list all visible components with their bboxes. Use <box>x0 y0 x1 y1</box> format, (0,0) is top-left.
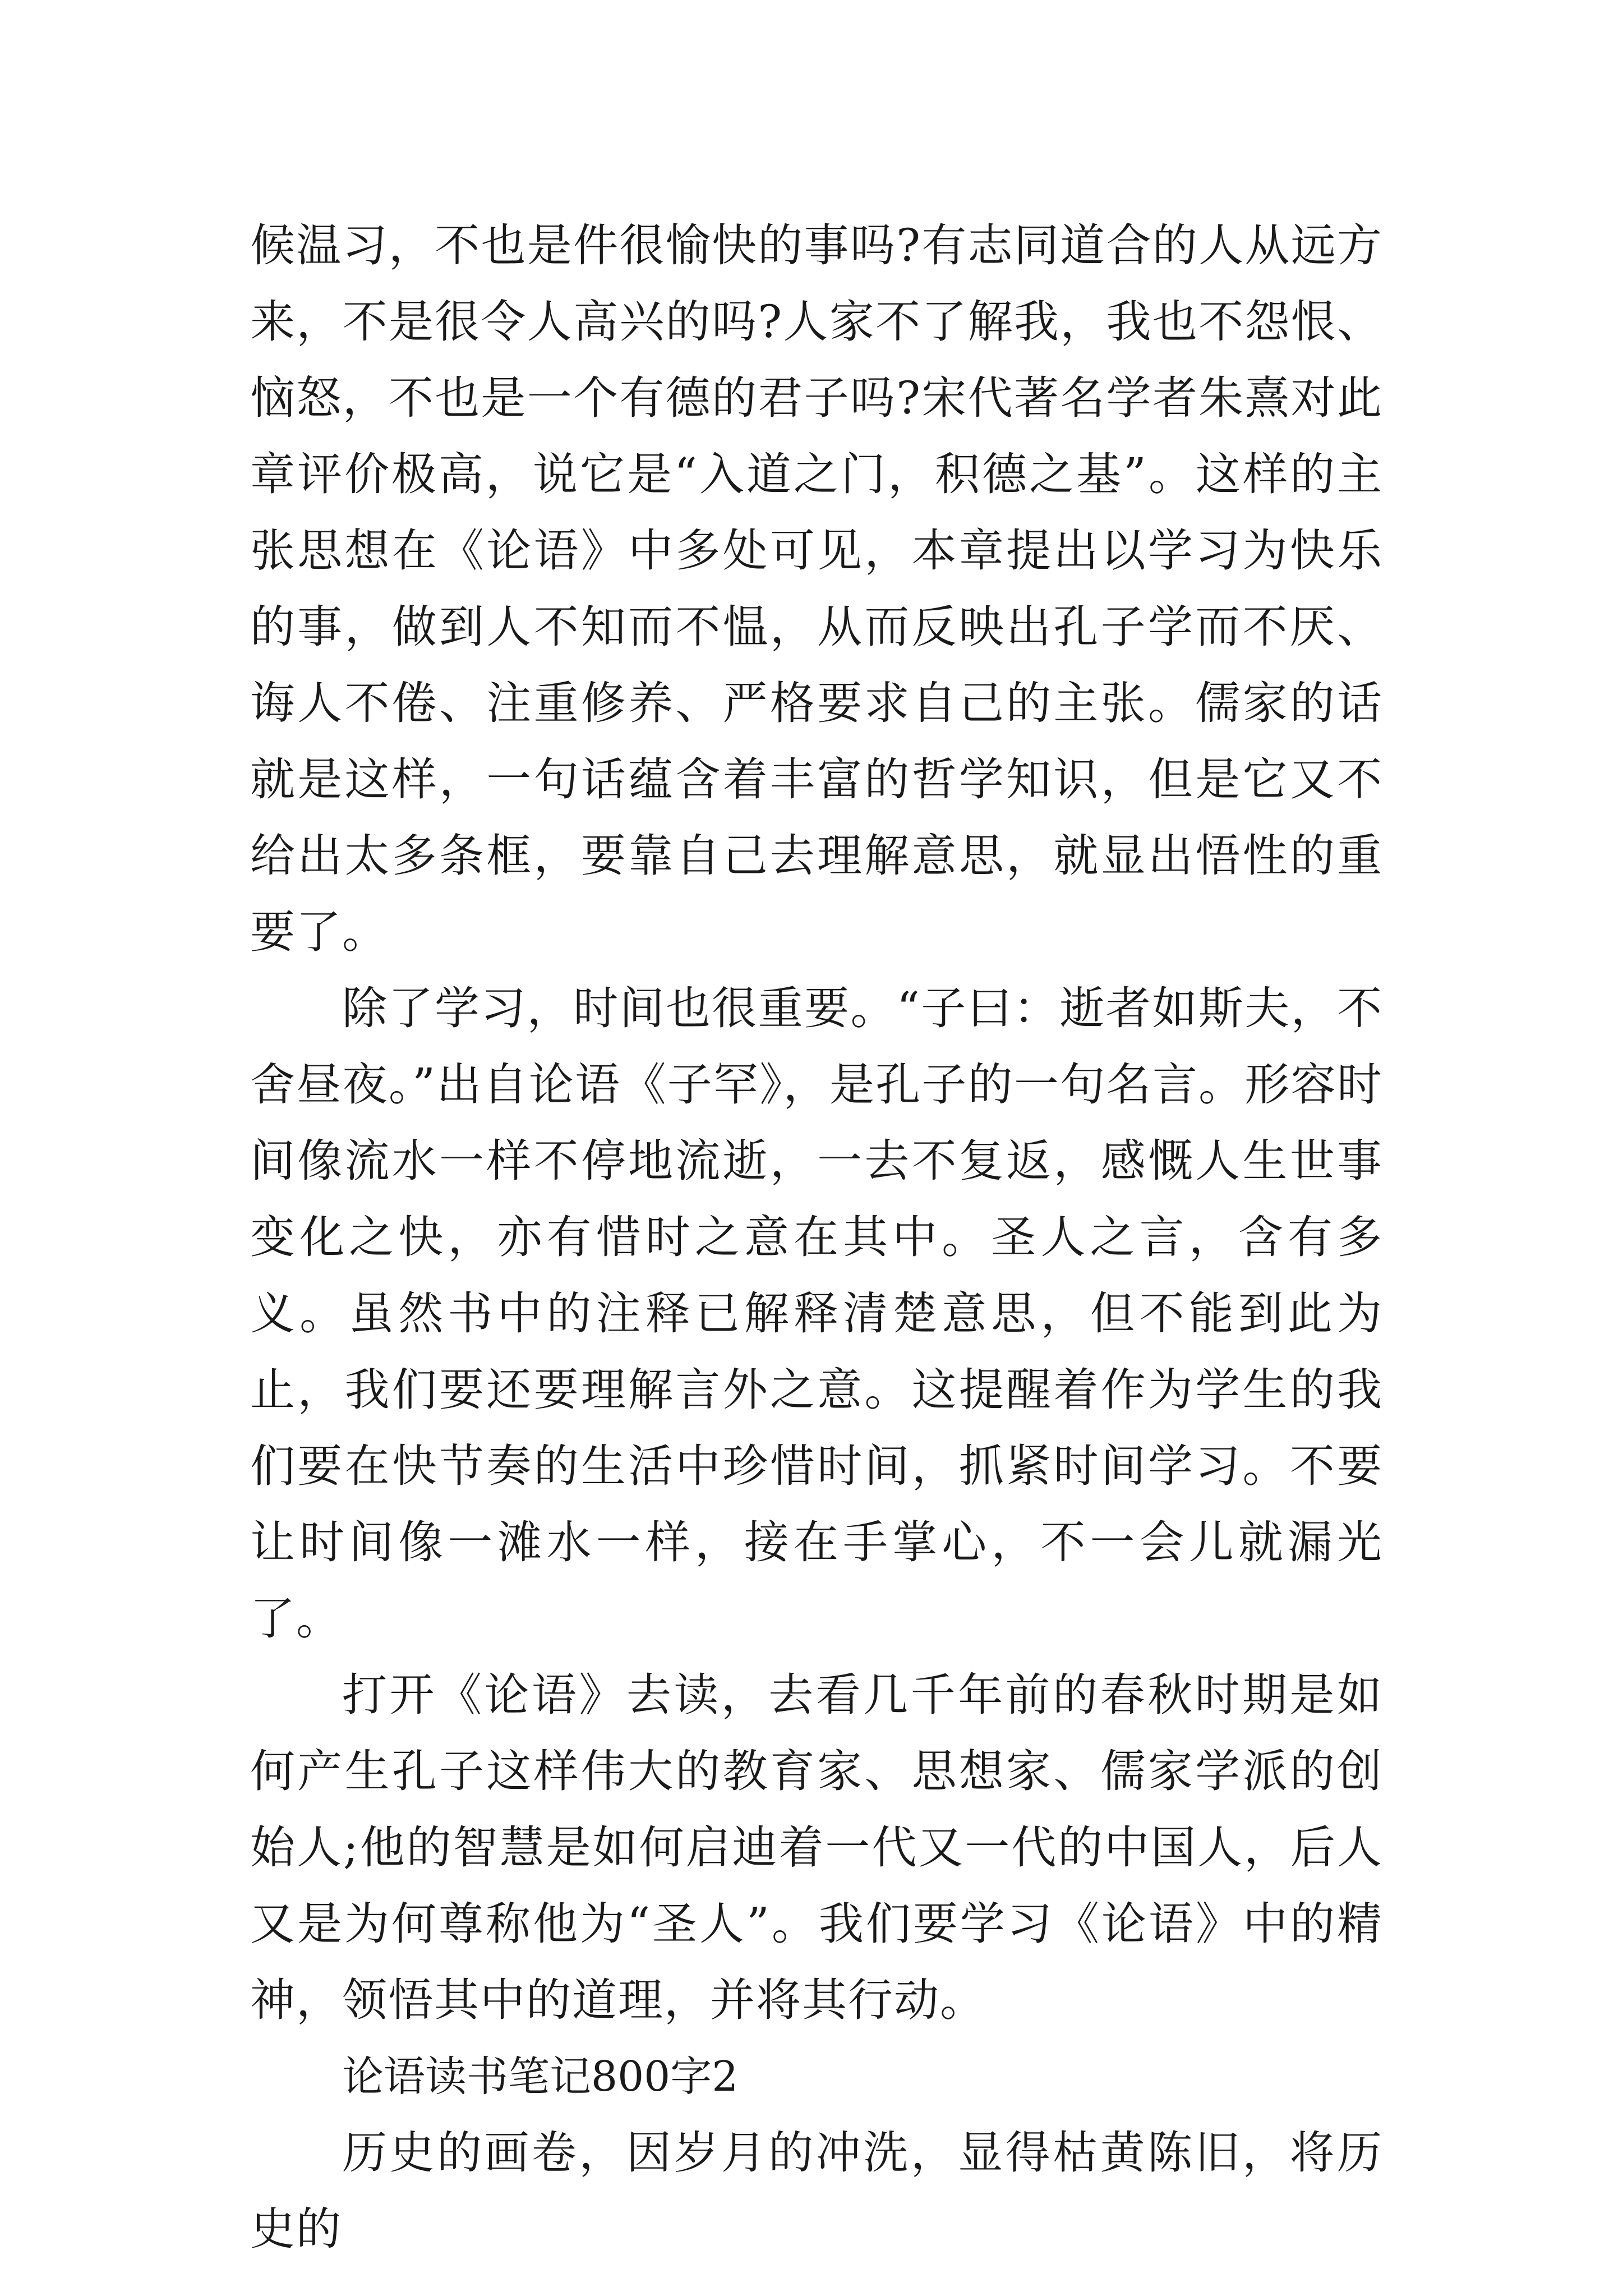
paragraph-history: 历史的画卷，因岁月的冲洗，显得枯黄陈旧，将历史的 <box>250 2127 1383 2255</box>
paragraph-continued: 候温习，不也是件很愉快的事吗?有志同道合的人从远方来，不是很令人高兴的吗?人家不了解我，我也不怨恨、恼怒，不也是一个有德的君子吗?宋代著名学者朱熹对此章评价极高，说它是“入道之门，积德之基”。这样的主张思想在《论语》中多处可见，本章提出以学习为快乐的事，做到人不知而不愠，从而反映出孔子学而不厌、诲人不倦、注重修养、严格要求自己的主张。儒家的话就是这样，一句话蕴含着丰富的哲学知识，但是它又不给出太多条框，要靠自己去理解意思，就显出悟性的重要了。 <box>250 219 1383 958</box>
paragraph-reading: 打开《论语》去读，去看几千年前的春秋时期是如何产生孔子这样伟大的教育家、思想家、儒家学派的创始人;他的智慧是如何启迪着一代又一代的中国人，后人又是为何尊称他为“圣人”。我们要学习《论语》中的精神，领悟其中的道理，并将其行动。 <box>250 1669 1383 2026</box>
paragraph-time: 除了学习，时间也很重要。“子曰：逝者如斯夫，不舍昼夜。”出自论语《子罕》，是孔子的一句名言。形容时间像流水一样不停地流逝，一去不复返，感慨人生世事变化之快，亦有惜时之意在其中。圣人之言，含有多义。虽然书中的注释已解释清楚意思，但不能到此为止，我们要还要理解言外之意。这提醒着作为学生的我们要在快节奏的生活中珍惜时间，抓紧时间学习。不要让时间像一滩水一样，接在手掌心，不一会儿就漏光了。 <box>250 982 1383 1645</box>
document-body <box>250 208 1383 2267</box>
section-heading: 论语读书笔记800字2 <box>342 2053 739 2101</box>
